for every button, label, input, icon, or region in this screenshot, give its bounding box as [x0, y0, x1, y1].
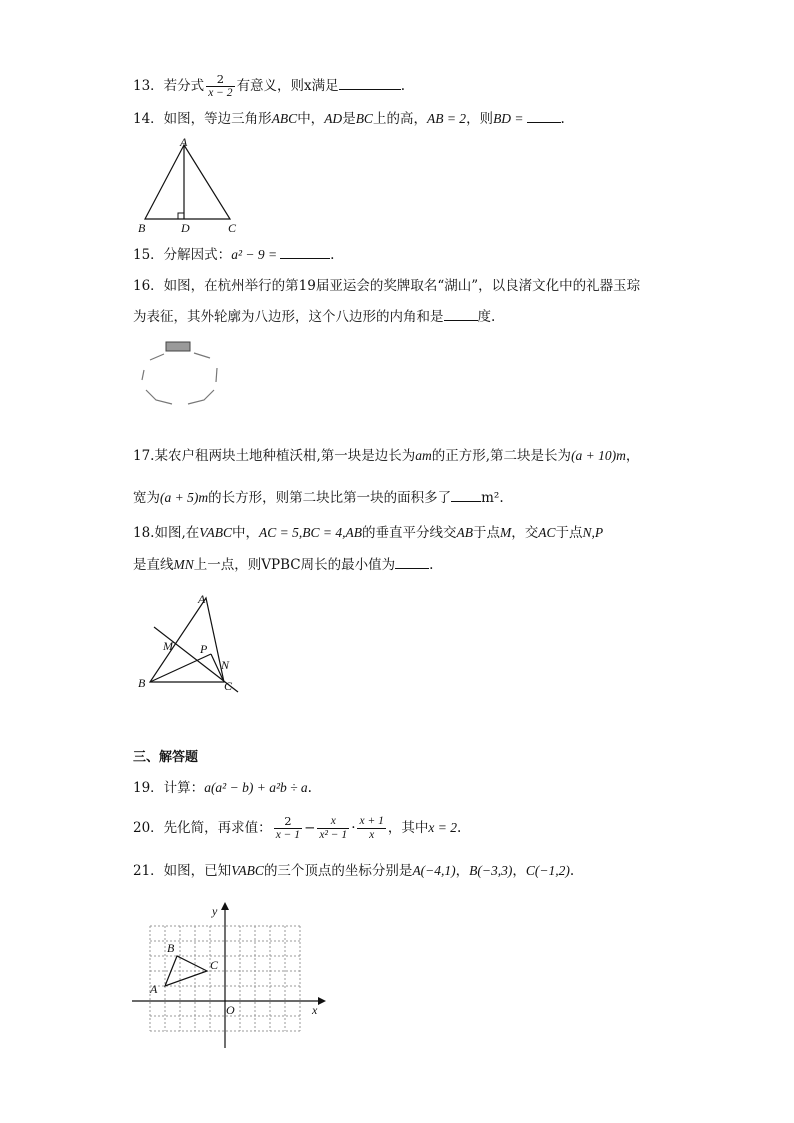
- label-n: N: [221, 658, 230, 672]
- triangle-figure-14: [130, 136, 250, 236]
- answer-blank[interactable]: [339, 75, 401, 90]
- question-16-line-1: 16．如图，在杭州举行的第19届亚运会的奖牌取名“湖山”，以良渚文化中的礼器玉琮: [133, 278, 641, 294]
- fraction: $\frac{2}{x - 2}$: [208, 72, 233, 99]
- question-19: 19．计算：a(a² − b) + a²b ÷ a.: [133, 780, 312, 796]
- triangle-figure-18: [132, 590, 252, 700]
- x-axis-arrow: [318, 997, 326, 1005]
- label-x: x: [312, 1003, 318, 1017]
- label-origin: O: [226, 1003, 235, 1017]
- question-16-line-2: 为表征，其外轮廓为八边形，这个八边形的内角和是 度.: [133, 306, 495, 327]
- label-c: C: [210, 958, 219, 972]
- answer-blank[interactable]: [280, 244, 330, 259]
- label-d: D: [181, 221, 190, 235]
- label-a: A: [150, 982, 158, 996]
- answer-blank[interactable]: [451, 487, 481, 502]
- triangle-abc: [145, 145, 230, 219]
- y-axis-arrow: [221, 902, 229, 910]
- answer-blank[interactable]: [527, 108, 561, 123]
- cong-top-block: [166, 342, 190, 351]
- question-17-line-2: 宽为(a + 5)m的长方形，则第二块比第一块的面积多了 m².: [133, 487, 504, 508]
- label-b: B: [167, 941, 175, 955]
- question-13: 13．若分式 $\frac{2}{x - 2}$ 有意义，则x满足 .: [133, 72, 405, 99]
- answer-blank[interactable]: [395, 554, 429, 569]
- section-heading: 三、解答题: [133, 750, 199, 765]
- label-c: C: [228, 221, 237, 235]
- question-14: 14．如图，等边三角形ABC中，AD是BC上的高，AB = 2，则BD = .: [133, 108, 565, 129]
- question-21: 21．如图，已知VABC的三个顶点的坐标分别是A(−4,1)，B(−3,3)，C(−1,2).: [133, 863, 575, 879]
- right-angle-mark: [178, 213, 184, 219]
- question-18-line-1: 18.如图,在VABC中，AC = 5,BC = 4,AB的垂直平分线交AB于点M，交AC于点N,P: [133, 525, 604, 541]
- triangle-abc: [150, 598, 224, 682]
- answer-blank[interactable]: [444, 306, 478, 321]
- question-20: 20．先化简，再求值： $\frac{2}{x - 1}$ − $\frac{x}{\text{x² − 1}}$ · $\frac{x + 1}{x}$ ，其中x = 2.: [133, 814, 462, 841]
- label-a: A: [198, 592, 206, 606]
- label-b: B: [138, 221, 146, 235]
- octagon-figure-16: [136, 338, 226, 408]
- label-a: A: [180, 136, 188, 149]
- question-15: 15．分解因式：a² − 9 = .: [133, 244, 334, 265]
- label-m: M: [163, 639, 173, 653]
- label-y: y: [212, 904, 218, 918]
- coordinate-grid-figure-21: [130, 900, 330, 1052]
- label-c: C: [224, 679, 233, 693]
- label-b: B: [138, 676, 146, 690]
- question-17-line-1: 17.某农户租两块土地种植沃柑,第一块是边长为am的正方形,第二块是长为(a + 10)m，: [133, 448, 640, 464]
- question-18-line-2: 是直线MN上一点，则VPBC周长的最小值为 .: [133, 554, 433, 575]
- label-p: P: [200, 642, 208, 656]
